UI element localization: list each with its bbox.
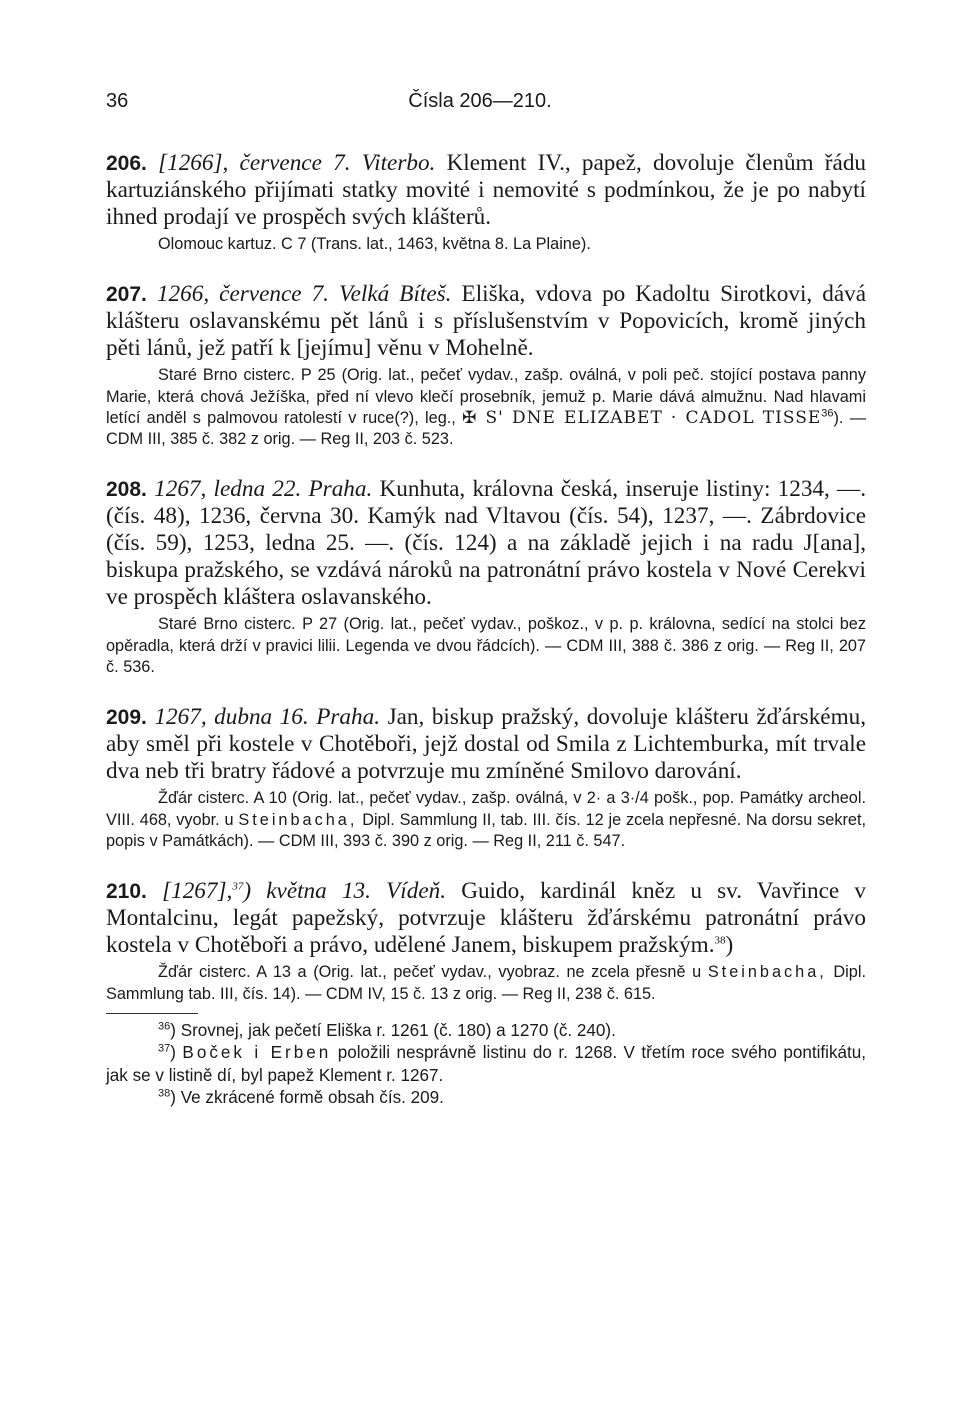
footnote xyxy=(106,1087,866,1110)
note-text: Dipl. Sammlung II, tab. III. čís. 12 je zcela nepřesné. Na dorsu sekret, popis v Památkách). — CDM III, 393 č. 390 z orig. — Reg II, 211 č. 547. xyxy=(106,810,866,850)
entry-number: 210. xyxy=(106,880,147,904)
footnote xyxy=(106,1042,866,1087)
paren: ) xyxy=(725,932,734,959)
footnote-paren: ) xyxy=(170,1043,176,1063)
note-text: ). — CDM III, 385 č. 382 z orig. — Reg II, 203 č. 523. xyxy=(106,408,867,449)
author-name: Steinbacha, xyxy=(707,963,827,982)
entry-date: 1267, ledna 22. Praha. xyxy=(154,476,373,503)
regest-entry xyxy=(106,878,866,1005)
entry-source-note xyxy=(106,962,866,1005)
entry-date xyxy=(162,878,446,904)
note-text: Staré Brno cisterc. P 25 (Orig. lat., pečeť vydav., zašp. oválná, v poli peč. stojící postava panny Marie, která chová Ježíška, před ní vlevo klečí prosebník, jemuž p. Marie dává almužnu. Nad hlavami letící anděl s palmovou ratolestí v ruce(?), leg., xyxy=(106,366,866,427)
note-text: pošk., pop. Památky archeol. VIII. 468, vyobr. u xyxy=(106,789,866,829)
entry-number: 207. xyxy=(106,283,147,307)
footnote-ref: 37 xyxy=(232,880,244,893)
entry-number: 206. xyxy=(106,152,147,175)
entry-date: 1266, července 7. Velká Bíteš. xyxy=(156,281,452,308)
running-title: Čísla 206—210. xyxy=(408,90,552,112)
regest-text xyxy=(106,281,866,362)
date-bracket: [1267], xyxy=(162,878,233,905)
entry-summary: Jan, biskup pražský, dovoluje klášteru žďárskému, aby směl při kostele v Chotěboři, jejž dostal od Smila z Lichtemburka, mít trvale dva neb tři bratry řádové a potvrzuje mu zmíněné Smilovo darování. xyxy=(106,704,867,785)
entry-source-note xyxy=(106,788,866,852)
note-fraction: 2· a 3·/4 xyxy=(586,789,649,808)
footnotes xyxy=(106,1020,866,1110)
footnote-mark: 38 xyxy=(158,1087,171,1100)
note-text: Dipl. Sammlung tab. III, čís. 14). — CDM IV, 15 č. 13 z orig. — Reg II, 238 č. 615. xyxy=(106,963,866,1003)
regest-entry xyxy=(106,150,866,255)
entry-summary: Eliška, vdova po Kadoltu Sirotkovi, dává klášteru oslavanskému pět lánů i s příslušenstvím v Popovicích, kromě jiných pěti lánů, jež patří k [jejímu] věnu v Mohelně. xyxy=(106,281,867,362)
regest-text xyxy=(106,704,866,785)
footnote-mark: 37 xyxy=(158,1042,171,1055)
author-name: Steinbacha, xyxy=(238,810,358,829)
footnote-text: ) Ve zkrácené formě obsah čís. 209. xyxy=(170,1088,444,1108)
footnote-divider xyxy=(106,1013,198,1014)
note-text: Žďár cisterc. A 10 (Orig. lat., pečeť vydav., zašp. oválná, v xyxy=(158,789,582,808)
footnote xyxy=(106,1020,866,1043)
entry-summary: Klement IV., papež, dovoluje členům řádu kartuziánského přijímati statky movité i nemovité s podmínkou, že je po nabytí ihned prodají ve prospěch svých klášterů. xyxy=(106,150,867,230)
footnote-text: ) Srovnej, jak pečetí Eliška r. 1261 (č. 180) a 1270 (č. 240). xyxy=(170,1020,616,1040)
footnote-text: položili nesprávně listinu do r. 1268. V třetím roce svého pontifikátu, jak se v listině dí, byl papež Klement r. 1267. xyxy=(106,1043,867,1085)
footnote-ref: 36 xyxy=(821,407,834,420)
author-names: Boček i Erben xyxy=(182,1043,332,1063)
entry-date: 1267, dubna 16. Praha. xyxy=(154,704,381,731)
entry-date: [1266], července 7. Viterbo. xyxy=(158,150,436,176)
regest-entry xyxy=(106,281,866,450)
entry-summary: Kunhuta, královna česká, inseruje listiny: 1234, —. (čís. 48), 1236, června 30. Kamýk nad Vltavou (čís. 54), 1237, —. Zábrdovice (čís. 59), 1253, ledna 25. —. (čís. 124) a na základě jejich i na radu J[ana], biskupa pražského, se vzdává nároků na patronátní právo kostela v Nové Cerekvi ve prospěch kláštera oslavanského. xyxy=(106,476,867,611)
note-text: Žďár cisterc. A 13 a (Orig. lat., pečeť vydav., vyobraz. ne zcela přesně u xyxy=(158,963,702,982)
regest-entry xyxy=(106,704,866,852)
regest-text xyxy=(106,878,866,959)
entry-source-note: Olomouc kartuz. C 7 (Trans. lat., 1463, května 8. La Plaine). xyxy=(158,235,591,253)
page-number: 36 xyxy=(106,90,129,112)
seal-legend: ✠ S' DNE ELIZABET · CADOL TISSE xyxy=(462,407,822,428)
regest-text xyxy=(106,150,866,231)
entry-source-note xyxy=(106,365,866,450)
regest-text xyxy=(106,476,866,611)
entry-source-note: Staré Brno cisterc. P 27 (Orig. lat., pečeť vydav., poškoz., v p. p. královna, sedící na stolci bez opěradla, která drží v pravici lilii. Legenda ve dvou řádcích). — CDM III, 388 č. 386 z orig. — Reg II, 207 č. 536. xyxy=(106,615,866,677)
entry-number: 208. xyxy=(106,478,147,502)
regest-entry xyxy=(106,476,866,678)
entry-number: 209. xyxy=(106,706,147,730)
date-text: ) května 13. Vídeň. xyxy=(243,878,447,905)
footnote-ref: 38 xyxy=(714,934,726,947)
entry-summary: Guido, kardinál kněz u sv. Vavřince v Montalcinu, legát papežský, potvrzuje klášteru žďárskému patronátní právo kostela v Chotěboři a právo, udělené Janem, biskupem pražským. xyxy=(106,878,867,959)
footnote-mark: 36 xyxy=(158,1020,171,1033)
page-body xyxy=(106,150,866,1110)
